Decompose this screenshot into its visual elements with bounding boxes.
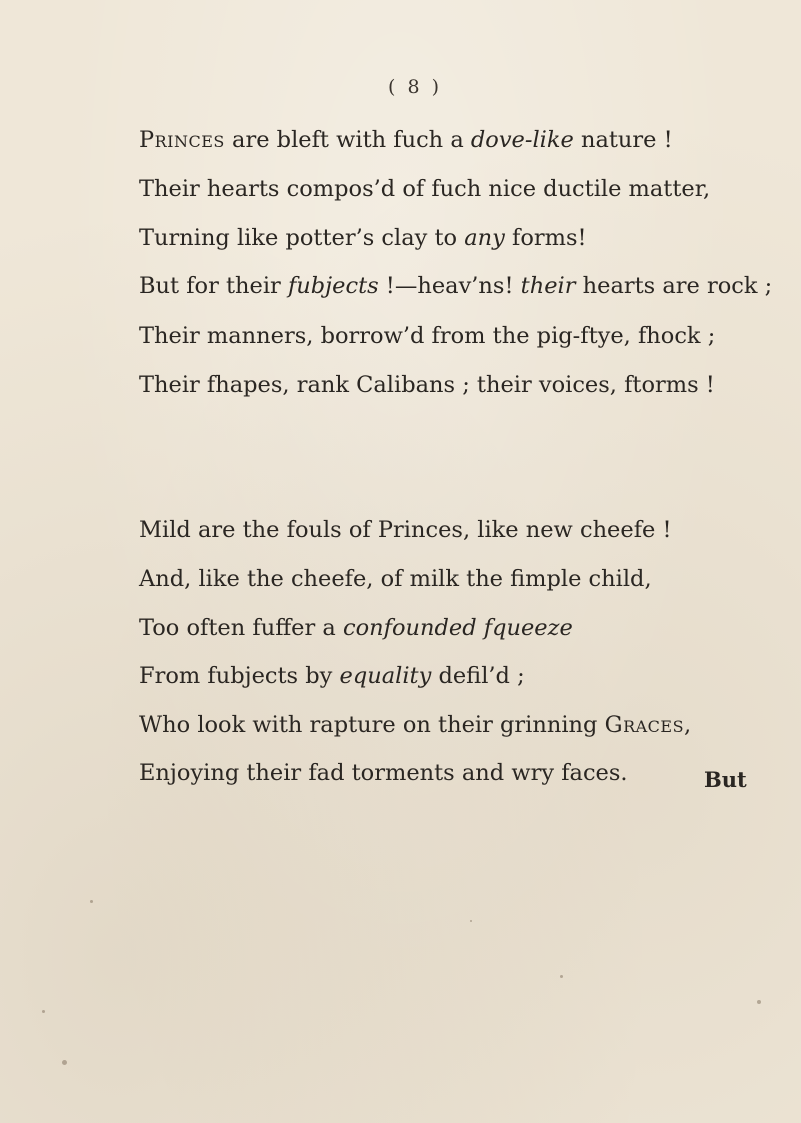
- paper-speck: [757, 1000, 761, 1004]
- line-text: !—heav’ns!: [378, 273, 521, 299]
- line-text: defil’d ;: [431, 663, 525, 689]
- line-text: And, like the cheefe, of milk the fimple child,: [139, 566, 652, 592]
- paper-speck: [470, 920, 472, 922]
- line-text: forms!: [504, 225, 587, 251]
- paper-speck: [90, 900, 93, 903]
- poem-line-8: [139, 565, 652, 593]
- line-text: Enjoying their fad torments and wry faces.: [139, 760, 628, 786]
- poem-line-7: [139, 516, 672, 544]
- line-text: Their manners, borrow’d from the pig-ftye, fhock ;: [139, 323, 716, 349]
- line-text: nature !: [573, 127, 673, 153]
- poem-line-6: [139, 371, 715, 399]
- line-text: Their fhapes, rank Calibans ; their voices, ftorms !: [139, 372, 715, 398]
- line-text: Too often fuffer a: [139, 615, 343, 641]
- poem-line-3: [139, 224, 587, 252]
- line-text: Who look with rapture on their grinning: [139, 712, 605, 738]
- line-text: Turning like potter’s clay to: [139, 225, 465, 251]
- poem-line-4: [139, 272, 772, 300]
- italic-word: any: [464, 225, 505, 251]
- small-caps-word: Princes: [139, 127, 225, 153]
- poem-line-2: [139, 175, 710, 203]
- line-text: Mild are the fouls of Princes, like new cheefe !: [139, 517, 672, 543]
- line-text: From fubjects by: [139, 663, 340, 689]
- italic-phrase: dove-like: [470, 127, 574, 153]
- italic-word: equality: [339, 663, 432, 689]
- italic-word: fubjects: [287, 273, 379, 299]
- paper-speck: [560, 975, 563, 978]
- line-text: hearts are rock ;: [575, 273, 773, 299]
- italic-phrase: confounded fqueeze: [342, 615, 573, 641]
- poem-line-5: [139, 322, 715, 350]
- poem-line-11: [139, 711, 692, 739]
- poem-line-9: [139, 614, 573, 642]
- poem-line-10: [139, 662, 525, 690]
- paper-speck: [62, 1060, 67, 1065]
- italic-word: their: [520, 273, 576, 299]
- catchword: But: [704, 767, 747, 792]
- page-number: ( 8 ): [388, 76, 442, 98]
- line-text: But for their: [139, 273, 288, 299]
- poem-line-1: [139, 126, 673, 154]
- line-text: Their hearts compos’d of fuch nice ductile matter,: [139, 176, 711, 202]
- small-caps-word: Graces,: [604, 712, 692, 738]
- poem-line-12: [139, 759, 628, 787]
- paper-speck: [42, 1010, 45, 1013]
- line-text: are bleft with fuch a: [224, 127, 471, 153]
